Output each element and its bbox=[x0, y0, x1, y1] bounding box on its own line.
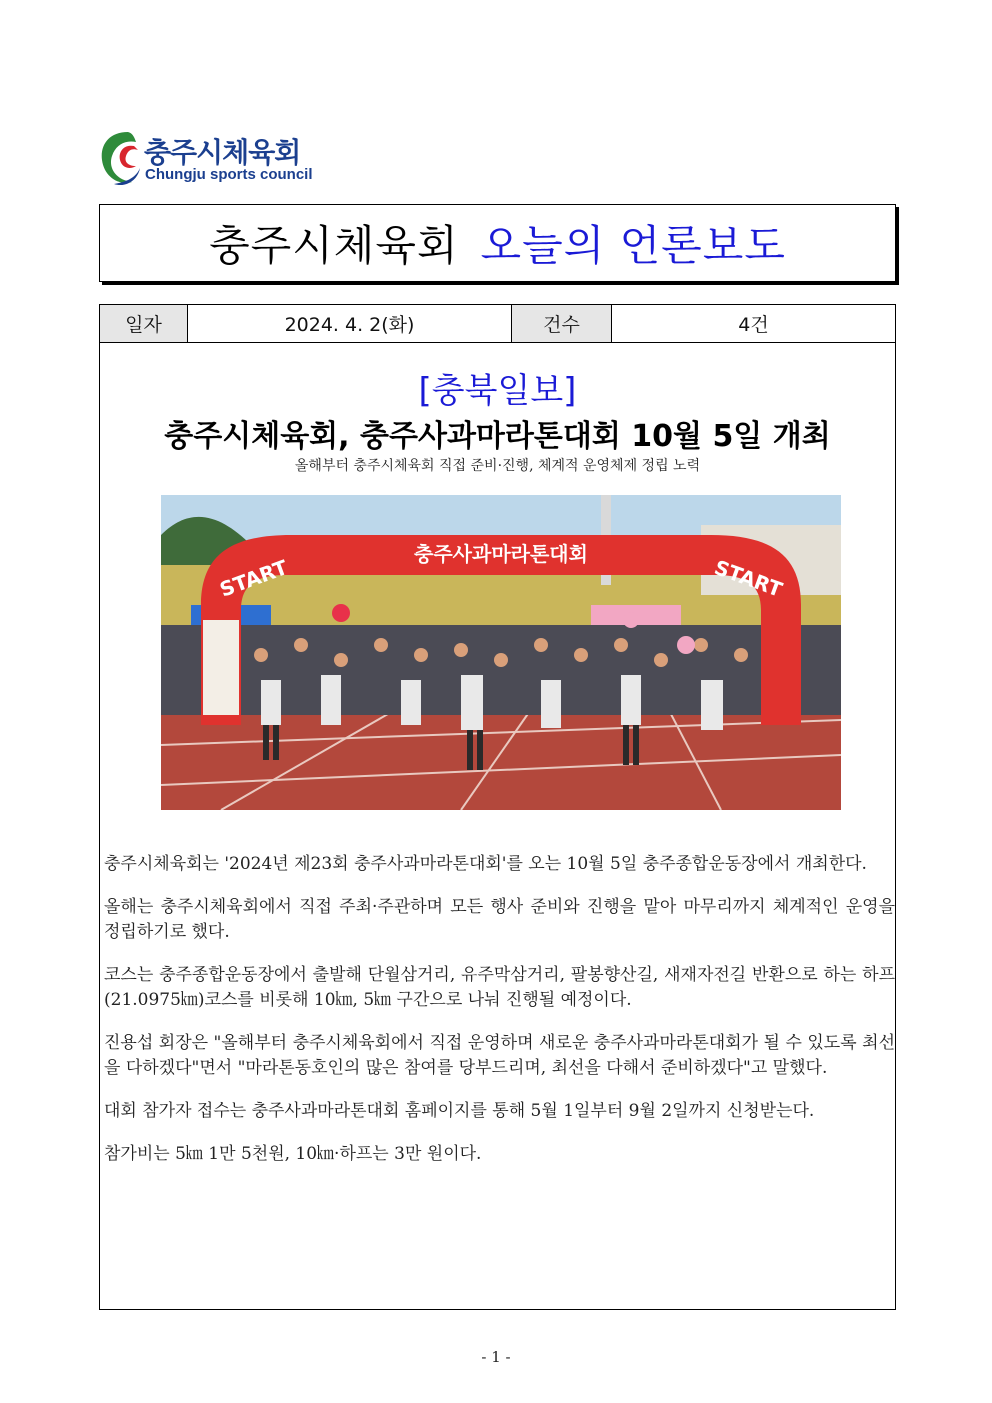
arch-start-right: START bbox=[711, 555, 786, 602]
marathon-photo-illustration bbox=[161, 495, 841, 810]
report-title-box bbox=[99, 204, 896, 282]
arch-start-left: START bbox=[216, 555, 291, 602]
article-frame bbox=[99, 304, 896, 1310]
article-headline: 충주시체육회, 충주사과마라톤대회 10월 5일 개최 bbox=[164, 419, 831, 454]
council-logo bbox=[98, 128, 318, 190]
count-value: 4건 bbox=[738, 314, 769, 336]
arch-banner-text: 충주사과마라톤대회 bbox=[414, 542, 588, 566]
count-label: 건수 bbox=[512, 305, 612, 342]
page-number: - 1 - bbox=[481, 1348, 511, 1366]
article-paragraph: 대회 참가자 접수는 충주사과마라톤대회 홈페이지를 통해 5월 1일부터 9월 2일까지 신청받는다. bbox=[104, 1101, 815, 1121]
council-emblem-icon bbox=[98, 128, 142, 188]
article-paragraph: 진용섭 회장은 "올해부터 충주시체육회에서 직접 운영하며 새로운 충주사과마라톤대회가 될 수 있도록 최선을 다하겠다"면서 "마라톤동호인의 많은 참여를 당부드리며, 최선을 다해서 준비하겠다"고 말했다. bbox=[104, 1033, 895, 1078]
title-org: 충주시체육회 bbox=[209, 221, 459, 270]
logo-korean-name: 충주시체육회 bbox=[144, 136, 301, 169]
newspaper-name: [충북일보] bbox=[418, 371, 577, 411]
article-paragraph: 충주시체육회는 '2024년 제23회 충주사과마라톤대회'를 오는 10월 5일 충주종합운동장에서 개최한다. bbox=[104, 854, 867, 874]
info-row bbox=[100, 305, 895, 343]
date-label: 일자 bbox=[100, 305, 188, 342]
title-highlight: 오늘의 언론보도 bbox=[480, 221, 786, 270]
article-paragraph: 코스는 충주종합운동장에서 출발해 단월삼거리, 유주막삼거리, 팔봉향산길, 새재자전길 반환으로 하는 하프(21.0975㎞)코스를 비롯해 10㎞, 5㎞ 구간으로 나눠 진행될 예정이다. bbox=[104, 965, 895, 1010]
logo-english-name: Chungju sports council bbox=[145, 166, 313, 183]
marathon-start-photo bbox=[161, 495, 841, 810]
article-paragraph: 참가비는 5㎞ 1만 5천원, 10㎞·하프는 3만 원이다. bbox=[104, 1144, 482, 1164]
article-subheadline: 올해부터 충주시체육회 직접 준비·진행, 체계적 운영체제 정립 노력 bbox=[294, 458, 701, 474]
date-value: 2024. 4. 2(화) bbox=[188, 305, 512, 342]
article-body bbox=[104, 852, 895, 1185]
article-paragraph: 올해는 충주시체육회에서 직접 주최·주관하며 모든 행사 준비와 진행을 맡아 마무리까지 체계적인 운영을 정립하기로 했다. bbox=[104, 897, 895, 942]
